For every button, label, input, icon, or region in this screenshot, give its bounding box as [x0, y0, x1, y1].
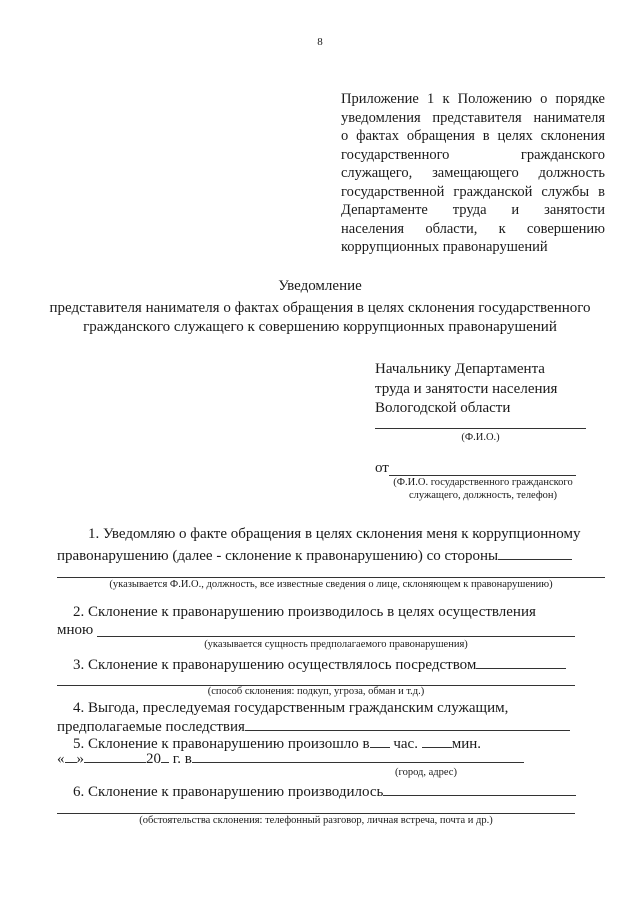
- addressee-line: труда и занятости населения: [375, 380, 558, 397]
- document-subtitle: [0, 299, 640, 337]
- item-5-minutes-label: мин.: [451, 736, 482, 752]
- item-6-field[interactable]: [383, 781, 576, 796]
- appendix-line: коррупционных правонарушений: [341, 239, 548, 255]
- document-title: Уведомление: [278, 278, 362, 294]
- item-3-field[interactable]: [476, 654, 566, 669]
- item-3-line-1: [73, 654, 566, 674]
- item-5-line-2: [57, 748, 524, 768]
- appendix-line: уведомления представителя нанимателя: [341, 109, 605, 126]
- sender-caption: (Ф.И.О. государственного гражданского служащего, должность, телефон): [393, 477, 573, 501]
- item-2-text-2: мною: [57, 622, 94, 638]
- appendix-line: населения области, к совершению: [341, 220, 605, 237]
- appendix-reference: [341, 90, 605, 257]
- item-1-text: 1. Уведомляю о факте обращения в целях склонения меня к коррупционному: [88, 526, 581, 542]
- item-5-minutes-field[interactable]: [422, 733, 452, 748]
- item-3-text: 3. Склонение к правонарушению осуществлялось посредством: [73, 657, 477, 673]
- item-1-text-2: правонарушению (далее - склонение к правонарушению) со стороны: [57, 548, 499, 564]
- item-5-text: 5. Склонение к правонарушению произошло в: [73, 736, 370, 752]
- item-6-underline[interactable]: [57, 813, 575, 814]
- item-2-caption: (указывается сущность предполагаемого правонарушения): [204, 639, 468, 650]
- item-5-place-label: г. в: [172, 751, 192, 767]
- item-5-place-field[interactable]: [192, 748, 524, 763]
- item-1-line-1: [88, 526, 606, 543]
- item-1-line-2: [57, 545, 572, 565]
- item-1-caption: (указывается Ф.И.О., должность, все известные сведения о лице, склоняющем к правонарушению): [109, 579, 553, 590]
- page-number: 8: [317, 36, 323, 48]
- item-4-field[interactable]: [245, 716, 570, 731]
- appendix-line: Департаменте труда и занятости: [341, 202, 605, 218]
- item-4-text: 4. Выгода, преследуемая государственным гражданским служащим,: [73, 700, 509, 716]
- addressee-line: Вологодской области: [375, 400, 511, 416]
- item-5-day-field[interactable]: [65, 748, 77, 763]
- appendix-line: Приложение 1 к Положению о порядке: [341, 91, 605, 107]
- appendix-line: о фактах обращения в целях склонения: [341, 128, 605, 144]
- from-label: от: [375, 460, 389, 476]
- item-6-text: 6. Склонение к правонарушению производилось: [73, 784, 384, 800]
- item-5-hours-label: час.: [393, 736, 418, 752]
- item-6-caption: (обстоятельства склонения: телефонный разговор, личная встреча, почта и др.): [139, 815, 493, 826]
- item-4-text-2: предполагаемые последствия: [57, 719, 245, 735]
- item-2-field[interactable]: [97, 636, 575, 637]
- item-5-year-prefix: 20: [146, 751, 161, 767]
- addressee-fio-caption: (Ф.И.О.): [461, 432, 500, 443]
- addressee-block: [375, 360, 557, 419]
- appendix-line: государственного гражданского: [341, 146, 605, 163]
- item-5-date-quote-close: »: [76, 751, 84, 767]
- item-1-field[interactable]: [498, 545, 572, 560]
- item-2-text: 2. Склонение к правонарушению производилось в целях осуществления: [73, 604, 536, 620]
- addressee-line: Начальнику Департамента: [375, 361, 545, 377]
- item-5-hours-field[interactable]: [370, 733, 390, 748]
- item-5-date-quote-open: «: [57, 751, 65, 767]
- subtitle-line: представителя нанимателя о фактах обращения в целях склонения государственного: [49, 300, 591, 316]
- item-5-month-field[interactable]: [84, 748, 146, 763]
- item-5-year-field[interactable]: [161, 748, 169, 763]
- subtitle-line: гражданского служащего к совершению коррупционных правонарушений: [83, 319, 557, 335]
- item-5-caption: (город, адрес): [395, 767, 457, 778]
- appendix-line: служащего, замещающего должность: [341, 165, 605, 181]
- item-4-line-1: [73, 700, 606, 717]
- appendix-line: государственной гражданской службы в: [341, 183, 605, 200]
- item-2-line-1: [73, 604, 606, 621]
- addressee-fio-field[interactable]: [375, 428, 586, 429]
- item-2-line-2: [57, 622, 93, 639]
- item-1-underline[interactable]: [57, 577, 605, 578]
- item-3-caption: (способ склонения: подкуп, угроза, обман и т.д.): [207, 686, 425, 697]
- item-6-line-1: [73, 781, 576, 801]
